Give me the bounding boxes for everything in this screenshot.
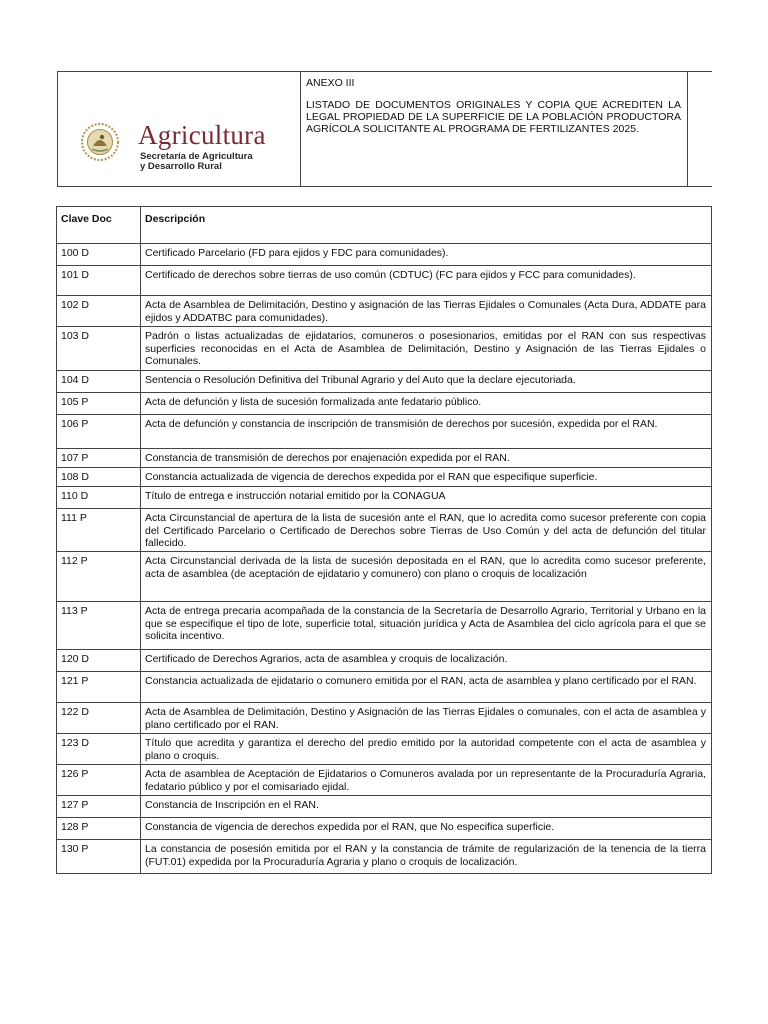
table-row [57, 703, 712, 734]
doc-description-cell: Acta de Asamblea de Delimitación, Destino y asignación de las Tierras Ejidales o Comunales (Acta Dura, ADDATE para ejidos y ADDATBC para comunidades). [141, 296, 712, 327]
table-row [57, 840, 712, 874]
doc-code-cell: 112 P [57, 552, 141, 602]
table-row [57, 818, 712, 840]
doc-code-cell: 106 P [57, 415, 141, 449]
table-row [57, 393, 712, 415]
doc-description-cell: La constancia de posesión emitida por el RAN y la constancia de trámite de regularización de la tenencia de la tierra (FUT.01) expedida por la Procuraduría Agraria y plano o croquis de localización. [141, 840, 712, 874]
document-title: LISTADO DE DOCUMENTOS ORIGINALES Y COPIA QUE ACREDITEN LA LEGAL PROPIEDAD DE LA SUPERFICIE DE LA POBLACIÓN PRODUCTORA AGRÍCOLA SOLICITANTE AL PROGRAMA DE FERTILIZANTES 2025. [306, 99, 681, 135]
document-header [57, 71, 712, 187]
annex-label: ANEXO III [306, 77, 355, 89]
table-row [57, 487, 712, 509]
documents-table [56, 206, 712, 874]
doc-description-cell: Constancia de Inscripción en el RAN. [141, 796, 712, 818]
doc-code-cell: 126 P [57, 765, 141, 796]
doc-code-cell: 103 D [57, 327, 141, 371]
doc-description-cell: Constancia de transmisión de derechos por enajenación expedida por el RAN. [141, 449, 712, 468]
table-row [57, 796, 712, 818]
doc-code-cell: 101 D [57, 266, 141, 296]
doc-code-cell: 107 P [57, 449, 141, 468]
department-line-2: y Desarrollo Rural [140, 161, 222, 172]
brand-name: Agricultura [138, 120, 266, 150]
department-line-1: Secretaría de Agricultura [140, 151, 253, 162]
table-row [57, 449, 712, 468]
doc-description-cell: Acta de defunción y lista de sucesión formalizada ante fedatario público. [141, 393, 712, 415]
table-row [57, 371, 712, 393]
doc-code-cell: 110 D [57, 487, 141, 509]
table-row [57, 602, 712, 650]
column-header-description: Descripción [141, 207, 712, 244]
doc-description-cell: Constancia actualizada de ejidatario o comunero emitida por el RAN, acta de asamblea y plano certificado por el RAN. [141, 672, 712, 703]
doc-description-cell: Acta Circunstancial derivada de la lista de sucesión depositada en el RAN, que lo acredita como sucesor preferente, acta de asamblea (de aceptación de ejidatario y comunero) con plano o croquis de localización [141, 552, 712, 602]
doc-description-cell: Certificado de derechos sobre tierras de uso común (CDTUC) (FC para ejidos y FCC para comunidades). [141, 266, 712, 296]
doc-description-cell: Constancia actualizada de vigencia de derechos expedida por el RAN que especifique superficie. [141, 468, 712, 487]
department-name [140, 152, 253, 172]
doc-description-cell: Acta de Asamblea de Delimitación, Destino y Asignación de las Tierras Ejidales o comunales, con el acta de asamblea y plano certificado por el RAN. [141, 703, 712, 734]
doc-description-cell: Certificado de Derechos Agrarios, acta de asamblea y croquis de localización. [141, 650, 712, 672]
doc-description-cell: Constancia de vigencia de derechos expedida por el RAN, que No especifica superficie. [141, 818, 712, 840]
doc-code-cell: 122 D [57, 703, 141, 734]
doc-code-cell: 123 D [57, 734, 141, 765]
logo-cell [58, 72, 301, 186]
table-row [57, 734, 712, 765]
table-row [57, 415, 712, 449]
table-row [57, 672, 712, 703]
table-header-row [57, 207, 712, 244]
doc-description-cell: Acta de entrega precaria acompañada de la constancia de la Secretaría de Desarrollo Agrario, Territorial y Urbano en la que se especifique el tipo de lote, superficie total, situación jurídica y Acta de Asamblea del ciclo agrícola para el que se solicita incentivo. [141, 602, 712, 650]
doc-code-cell: 108 D [57, 468, 141, 487]
doc-code-cell: 127 P [57, 796, 141, 818]
doc-code-cell: 102 D [57, 296, 141, 327]
doc-code-cell: 113 P [57, 602, 141, 650]
doc-description-cell: Título de entrega e instrucción notarial emitido por la CONAGUA [141, 487, 712, 509]
doc-description-cell: Certificado Parcelario (FD para ejidos y FDC para comunidades). [141, 244, 712, 266]
empty-cell [688, 72, 712, 186]
doc-code-cell: 130 P [57, 840, 141, 874]
doc-code-cell: 100 D [57, 244, 141, 266]
doc-code-cell: 104 D [57, 371, 141, 393]
table-row [57, 468, 712, 487]
column-header-code: Clave Doc [57, 207, 141, 244]
doc-code-cell: 105 P [57, 393, 141, 415]
table-row [57, 296, 712, 327]
doc-description-cell: Sentencia o Resolución Definitiva del Tribunal Agrario y del Auto que la declare ejecutoriada. [141, 371, 712, 393]
mexican-coat-of-arms-icon [80, 122, 120, 162]
doc-description-cell: Acta de asamblea de Aceptación de Ejidatarios o Comuneros avalada por un representante de la Procuraduría Agraria, fedatario público y por el comisariado ejidal. [141, 765, 712, 796]
doc-description-cell: Padrón o listas actualizadas de ejidatarios, comuneros o posesionarios, emitidas por el RAN con sus respectivas superficies reconocidas en el Acta de Asamblea de Delimitación, Destino y Asignación de las Tierras Ejidales o Comunales. [141, 327, 712, 371]
table-row [57, 327, 712, 371]
table-row [57, 765, 712, 796]
table-row [57, 244, 712, 266]
title-cell [301, 72, 688, 186]
doc-code-cell: 128 P [57, 818, 141, 840]
table-row [57, 552, 712, 602]
doc-description-cell: Título que acredita y garantiza el derecho del predio emitido por la autoridad competente con el acta de asamblea y plano o croquis. [141, 734, 712, 765]
table-row [57, 509, 712, 552]
doc-code-cell: 111 P [57, 509, 141, 552]
table-row [57, 266, 712, 296]
table-row [57, 650, 712, 672]
doc-description-cell: Acta de defunción y constancia de inscripción de transmisión de derechos por sucesión, expedida por el RAN. [141, 415, 712, 449]
table-body [57, 244, 712, 874]
doc-code-cell: 121 P [57, 672, 141, 703]
doc-code-cell: 120 D [57, 650, 141, 672]
doc-description-cell: Acta Circunstancial de apertura de la lista de sucesión ante el RAN, que lo acredita como sucesor preferente con copia del Certificado Parcelario o Certificado de Derechos sobre Tierras de Uso Común y del acta de defunción del titular fallecido. [141, 509, 712, 552]
